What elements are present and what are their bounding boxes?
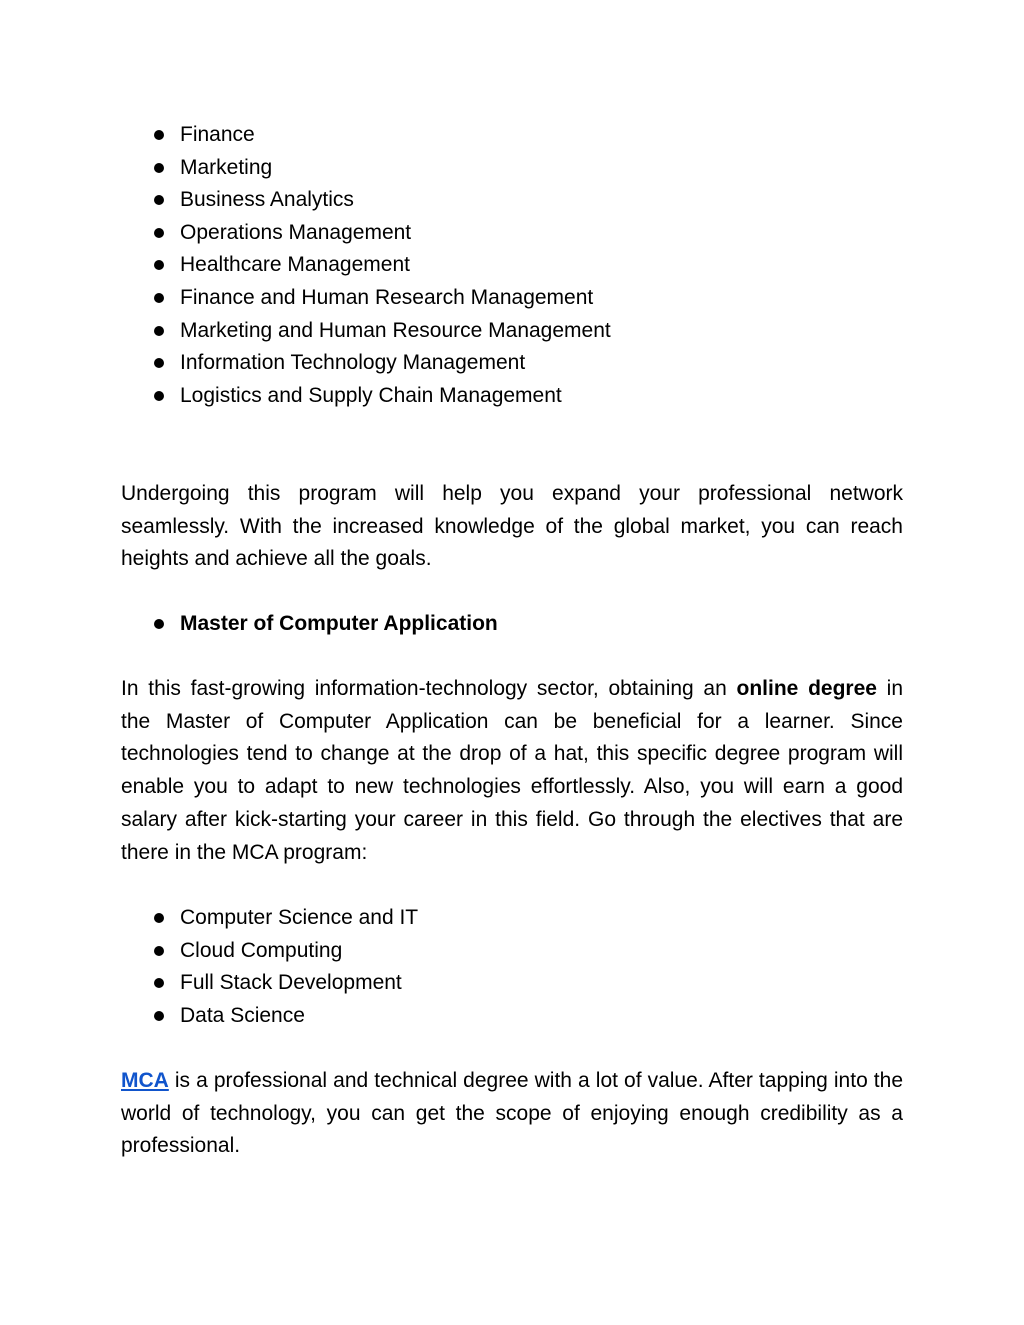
bullet-icon (154, 946, 164, 956)
mca-paragraph (121, 673, 903, 869)
list-item (152, 282, 611, 315)
list-item-text: Computer Science and IT (180, 906, 419, 929)
mca-electives-list (152, 902, 418, 1032)
list-item-text: Healthcare Management (180, 253, 410, 277)
list-item-text: Marketing and Human Resource Management (180, 318, 611, 342)
list-item (152, 1000, 418, 1033)
bullet-icon (154, 163, 164, 173)
list-item-text: Marketing (180, 155, 273, 179)
mca-heading-text: Master of Computer Application (180, 612, 498, 635)
mca-heading-list (152, 608, 498, 641)
list-item-text: Operations Management (180, 220, 412, 244)
list-item-text: Full Stack Development (180, 971, 402, 995)
bullet-icon (154, 130, 164, 140)
list-item (152, 315, 611, 348)
bullet-icon (154, 358, 164, 368)
bullet-icon (154, 913, 164, 923)
mca-paragraph-text-start: In this fast-growing information-technology sector, obtaining an (121, 677, 737, 700)
online-degree-bold: online degree (736, 677, 877, 700)
list-item (152, 902, 418, 935)
list-item (152, 119, 611, 152)
list-item (152, 152, 611, 185)
list-item (152, 249, 611, 282)
list-item-text: Finance (180, 123, 255, 146)
list-item-text: Information Technology Management (180, 351, 526, 375)
network-paragraph: Undergoing this program will help you expand your professional network seamlessly. With the increased knowledge of the global market, you can reach heights and achieve all the goals. (121, 482, 903, 571)
list-item-text: Business Analytics (180, 188, 354, 212)
list-item (152, 347, 611, 380)
bullet-icon (154, 260, 164, 270)
mca-heading (152, 608, 498, 641)
mca-link[interactable]: MCA (121, 1069, 169, 1092)
bullet-icon (154, 195, 164, 205)
bullet-icon (154, 978, 164, 988)
bullet-icon (154, 619, 164, 629)
bullet-icon (154, 228, 164, 238)
bullet-icon (154, 326, 164, 336)
bullet-icon (154, 293, 164, 303)
list-item (152, 380, 611, 413)
specializations-list (152, 119, 611, 412)
bullet-icon (154, 391, 164, 401)
list-item (152, 184, 611, 217)
list-item (152, 217, 611, 250)
list-item-text: Data Science (180, 1003, 305, 1027)
closing-paragraph-text: is a professional and technical degree with a lot of value. After tapping into the world of technology, you can get the scope of enjoying enough credibility as a professional. (121, 1069, 903, 1158)
list-item-text: Cloud Computing (180, 938, 343, 962)
bullet-icon (154, 1011, 164, 1021)
list-item (152, 967, 418, 1000)
list-item (152, 935, 418, 968)
mca-paragraph-text-end: in the Master of Computer Application can be beneficial for a learner. Since technologies tend to change at the drop of a hat, this specific degree program will enable you to adapt to new technologies effortlessly. Also, you will earn a good salary after kick-starting your career in this field. Go through the electives that are there in the MCA program: (121, 677, 904, 864)
list-item-text: Logistics and Supply Chain Management (180, 383, 562, 407)
closing-paragraph (121, 1065, 903, 1163)
list-item-text: Finance and Human Research Management (180, 285, 594, 309)
